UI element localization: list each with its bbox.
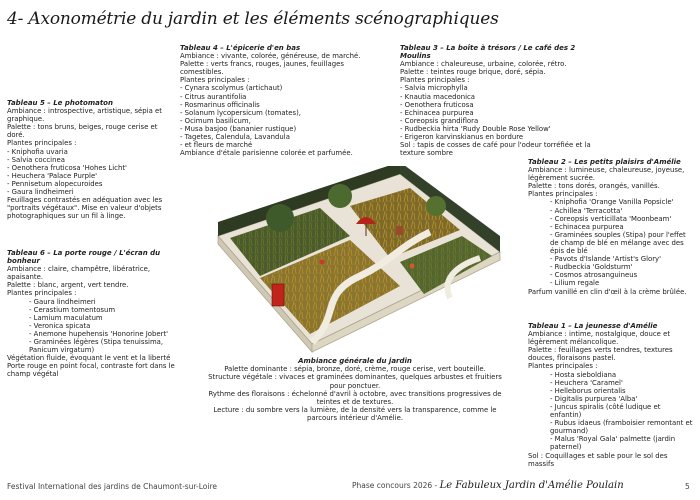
tableau-6-line: Plantes principales : xyxy=(7,289,77,298)
tableau-6-closing: Végétation fluide, évoquant le vent et la liberté Porte rouge en point focal, contraste fort dans le champ végétal xyxy=(7,354,175,379)
plant-item: - Coreopsis grandiflora xyxy=(400,116,479,125)
plant-item: - Rudbeckia 'Goldsturm' xyxy=(550,263,633,272)
plant-item: - Anemone hupehensis 'Honorine Jobert' xyxy=(29,329,169,338)
plant-item: - Echinacea purpurea xyxy=(550,222,624,231)
tableau-3-title: Tableau 3 – La boîte à trésors / Le café des 2 Moulins xyxy=(400,44,576,61)
ambiance-line: Palette dominante : sépia, bronze, doré, crème, rouge cerise, vert bouteille. xyxy=(224,365,486,374)
tableau-1 xyxy=(528,322,693,468)
plant-item: - Heuchera 'Caramel' xyxy=(550,378,623,387)
tableau-2-line: Plantes principales : xyxy=(528,190,598,199)
plant-item: - Solanum lycopersicum (tomates), xyxy=(180,108,301,117)
footer-festival: Festival International des jardins de Chaumont-sur-Loire xyxy=(7,482,218,491)
tableau-5-title: Tableau 5 – Le photomaton xyxy=(7,99,113,107)
plant-item: - Erigeron karvinskianus en bordure xyxy=(400,133,524,142)
plant-item: - Graminées légères (Stipa tenuissima, Panicum virgatum) xyxy=(29,338,164,355)
plant-item: - Gaura lindheimeri xyxy=(29,297,96,306)
plant-item: - Veronica spicata xyxy=(29,321,91,330)
tableau-3-plant-list xyxy=(400,84,600,141)
tableau-1-plant-list xyxy=(528,371,693,452)
tableau-3-closing: Sol : tapis de cosses de café pour l'odeur torréfiée et la texture sombre xyxy=(400,141,591,158)
plant-item: - Heuchera 'Palace Purple' xyxy=(7,171,98,180)
tableau-5 xyxy=(7,99,177,220)
tableau-4 xyxy=(180,44,385,157)
tableau-1-closing: Sol : Coquillages et sable pour le sol des massifs xyxy=(528,451,668,468)
plant-item: - Cerastium tomentosum xyxy=(29,305,116,314)
tableau-6 xyxy=(7,249,177,379)
plant-item: - Juncus spiralis (côté ludique et enfantin) xyxy=(550,402,661,420)
plant-item: - Rudbeckia hirta 'Rudy Double Rose Yellow' xyxy=(400,124,551,133)
plant-item: - Rubus idaeus (framboisier remontant et gourmand) xyxy=(550,419,693,436)
plant-item: - Graminées souples (Stipa) pour l'effet de champ de blé en mélange avec des épis de blé xyxy=(550,230,686,256)
tableau-4-plant-list xyxy=(180,84,385,149)
plant-item: - Helleborus orientalis xyxy=(550,386,626,395)
footer-phase xyxy=(352,480,624,491)
plant-item: - Musa basjoo (bananier rustique) xyxy=(180,124,297,133)
plant-item: - Pennisetum alopecuroides xyxy=(7,179,103,188)
tableau-5-line: Ambiance : introspective, artistique, sépia et graphique. xyxy=(7,107,162,124)
tableau-2 xyxy=(528,158,693,296)
tableau-4-line: Ambiance : vivante, colorée, généreuse, de marché. xyxy=(180,52,361,61)
plant-item: - Tagetes, Calendula, Lavandula xyxy=(180,133,290,142)
plant-item: - Lilium regale xyxy=(550,279,600,288)
plant-item: - Hosta sieboldiana xyxy=(550,370,617,379)
tableau-3-line: Plantes principales : xyxy=(400,76,470,85)
tableau-6-line: Palette : blanc, argent, vert tendre. xyxy=(7,281,129,290)
plant-item: - Salvia microphylla xyxy=(400,84,468,93)
tableau-3-line: Palette : teintes rouge brique, doré, sépia. xyxy=(400,68,546,77)
tableau-5-line: Palette : tons bruns, beiges, rouge cerise et doré. xyxy=(7,123,158,140)
tableau-5-line: Plantes principales : xyxy=(7,139,77,148)
tableau-4-line: Plantes principales : xyxy=(180,76,250,85)
plant-item: - Coreopsis verticillata 'Moonbeam' xyxy=(550,214,672,223)
ambiance-generale xyxy=(205,357,505,423)
plant-item: - et fleurs de marché xyxy=(180,141,253,150)
ambiance-line: Rythme des floraisons : échelonné d'avril à octobre, avec transitions progressives de teintes et de textures. xyxy=(208,389,502,407)
plant-item: - Ocimum basilicum, xyxy=(180,116,251,125)
plant-item: - Rosmarinus officinalis xyxy=(180,100,260,109)
tableau-6-plant-list xyxy=(7,298,177,355)
tableau-4-title: Tableau 4 – L'épicerie d'en bas xyxy=(180,44,301,52)
tableau-1-line: Palette : feuillages verts tendres, textures douces, floraisons pastel. xyxy=(528,346,673,363)
tableau-1-title: Tableau 1 – La jeunesse d'Amélie xyxy=(528,322,658,330)
plant-item: - Gaura lindheimeri xyxy=(7,188,74,197)
footer-garden-title: Le Fabuleux Jardin d'Amélie Poulain xyxy=(439,480,624,491)
tableau-6-title: Tableau 6 – La porte rouge / L'écran du bonheur xyxy=(7,249,161,266)
tableau-1-line: Plantes principales : xyxy=(528,362,598,371)
tableau-4-line: Palette : verts francs, rouges, jaunes, feuillages comestibles. xyxy=(180,60,344,77)
plant-item: - Salvia coccinea xyxy=(7,155,65,164)
tableau-3 xyxy=(400,44,600,157)
footer-phase-text: Phase concours 2026 - xyxy=(352,481,438,490)
plant-item: - Citrus aurantifolia xyxy=(180,92,247,101)
tableau-5-plant-list xyxy=(7,148,177,197)
tableau-2-plant-list xyxy=(528,198,693,287)
tableau-2-line: Ambiance : lumineuse, chaleureuse, joyeuse, légèrement sucrée. xyxy=(528,166,685,183)
ambiance-line: Structure végétale : vivaces et graminées dominantes, quelques arbustes et fruitiers pour ponctuer. xyxy=(208,373,502,390)
tableau-3-line: Ambiance : chaleureuse, urbaine, colorée, rétro. xyxy=(400,60,567,69)
plant-item: - Oenothera fruticosa 'Hohes Licht' xyxy=(7,163,127,172)
plant-item: - Cynara scolymus (artichaut) xyxy=(180,84,283,93)
tableau-5-closing: Feuillages contrastés en adéquation avec les "portraits végétaux". Mise en valeur d'objets photographiques sur un fil à linge. xyxy=(7,196,163,221)
tableau-4-closing: Ambiance d'étale parisienne colorée et parfumée. xyxy=(180,149,353,158)
plant-item: - Pavots d'Islande 'Artist's Glory' xyxy=(550,255,662,264)
tableau-6-line: Ambiance : claire, champêtre, libératrice, apaisante. xyxy=(7,265,151,282)
plant-item: - Kniphofia 'Orange Vanilla Popsicle' xyxy=(550,198,674,207)
ambiance-line: Lecture : du sombre vers la lumière, de la densité vers la transparence, comme le parcours intérieur d'Amélie. xyxy=(213,406,497,423)
tableau-2-closing: Parfum vanillé en clin d'œil à la crème brûlée. xyxy=(528,287,687,296)
plant-item: - Achillea 'Terracotta' xyxy=(550,206,623,215)
tableau-2-line: Palette : tons dorés, orangés, vanillés. xyxy=(528,182,660,191)
plant-item: - Knautia macedonica xyxy=(400,92,476,101)
page-title: 4- Axonométrie du jardin et les éléments scénographiques xyxy=(7,9,499,29)
plant-item: - Kniphofia uvaria xyxy=(7,147,68,156)
ambiance-generale-title: Ambiance générale du jardin xyxy=(298,357,412,365)
garden-axonometric-illustration xyxy=(200,166,508,358)
tableau-1-line: Ambiance : intime, nostalgique, douce et légèrement mélancolique. xyxy=(528,330,671,347)
footer-page-number: 5 xyxy=(685,482,690,491)
plant-item: - Malus 'Royal Gala' palmette (jardin paternel) xyxy=(550,435,676,452)
plant-item: - Oenothera fruticosa xyxy=(400,100,474,109)
plant-item: - Digitalis purpurea 'Alba' xyxy=(550,394,638,403)
tableau-2-title: Tableau 2 – Les petits plaisirs d'Amélie xyxy=(528,158,681,166)
plant-item: - Lamium maculatum xyxy=(29,313,103,322)
plant-item: - Cosmos atrosanguineus xyxy=(550,271,638,280)
plant-item: - Echinacea purpurea xyxy=(400,108,474,117)
